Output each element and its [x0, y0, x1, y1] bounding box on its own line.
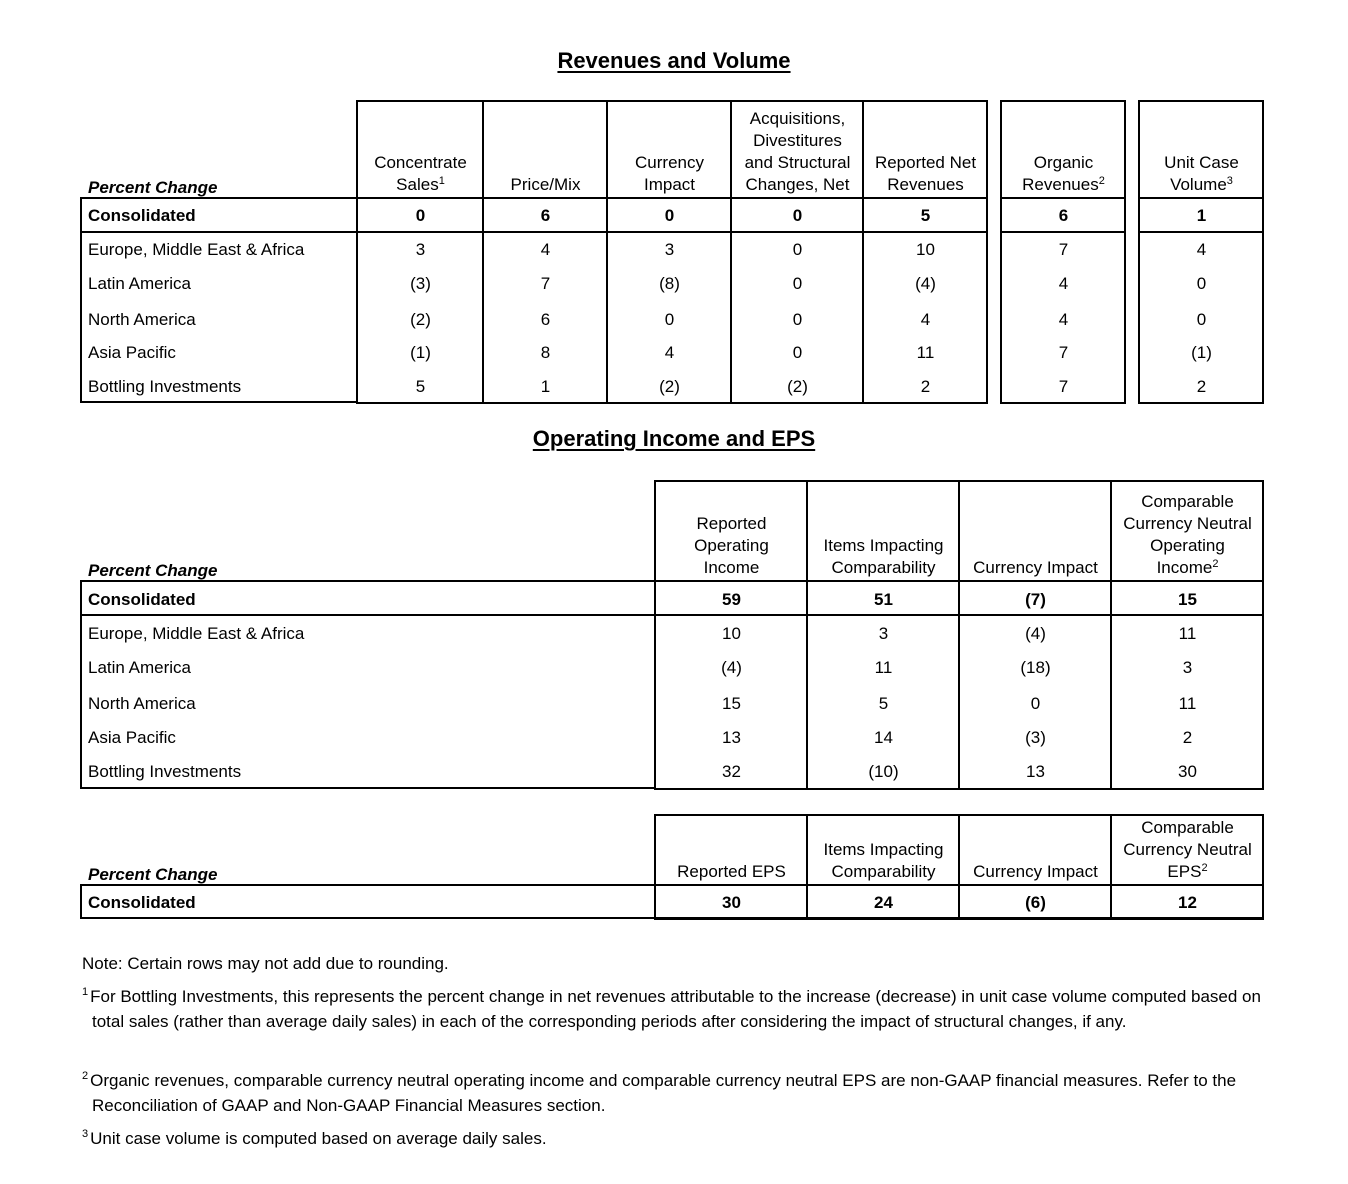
- row-label: North America: [88, 310, 196, 329]
- column-header-line: Unit Case: [1164, 153, 1239, 172]
- column-header: [1140, 104, 1263, 196]
- table-cell: 4: [664, 343, 675, 362]
- column-header-line: Currency Neutral: [1123, 840, 1252, 859]
- table-cell: 15: [722, 694, 741, 713]
- footnote-3: [82, 1126, 1282, 1151]
- consolidated-separator: [80, 917, 655, 919]
- table-cell: 11: [1178, 624, 1197, 643]
- column-header-line: Reported Net: [874, 153, 977, 172]
- column-header-line: and Structural: [744, 153, 851, 172]
- row-label-frame: [80, 580, 656, 789]
- column-header-line: Currency Impact: [973, 862, 1098, 881]
- table-cell: 1: [540, 377, 551, 396]
- footnote-marker: 2: [1201, 862, 1208, 874]
- table-cell: 4: [1058, 310, 1069, 329]
- table-cell: (4): [915, 274, 936, 293]
- consolidated-separator: [1000, 231, 1125, 233]
- column-header-line: Income: [1156, 558, 1213, 577]
- table-cell: (2): [787, 377, 808, 396]
- table-cell: 4: [540, 240, 551, 259]
- column-header-line: Impact: [643, 175, 696, 194]
- column-header-line: Organic: [1033, 153, 1094, 172]
- table-cell: 0: [792, 310, 803, 329]
- row-label: Bottling Investments: [88, 762, 242, 781]
- footnote-2-number: 2: [82, 1070, 89, 1082]
- table-cell: 3: [878, 624, 889, 643]
- table-cell: 10: [916, 240, 935, 259]
- row-label: Europe, Middle East & Africa: [88, 624, 305, 643]
- table-cell: 5: [920, 206, 931, 225]
- row-label: Asia Pacific: [88, 343, 176, 362]
- table-cell: 3: [664, 240, 675, 259]
- table-cell: 2: [920, 377, 931, 396]
- table-cell: 5: [415, 377, 426, 396]
- table-cell: (8): [659, 274, 680, 293]
- column-header-line: Sales: [396, 175, 439, 194]
- percent-change-header: Percent Change: [88, 178, 218, 197]
- table-cell: 0: [792, 274, 803, 293]
- row-label: Asia Pacific: [88, 728, 176, 747]
- table-cell: 4: [920, 310, 931, 329]
- table-cell: 6: [540, 310, 551, 329]
- table-cell: 0: [664, 310, 675, 329]
- column-header: [1002, 104, 1125, 196]
- footnote-3-number: 3: [82, 1128, 89, 1140]
- table-cell: 0: [1196, 310, 1207, 329]
- column-header-line: Reported: [696, 514, 767, 533]
- table-cell: 10: [722, 624, 741, 643]
- footnote-3-text: Unit case volume is computed based on average daily sales.: [90, 1129, 547, 1148]
- column-header: [608, 104, 731, 196]
- percent-change-header: Percent Change: [88, 561, 218, 580]
- footnote-1-text: For Bottling Investments, this represents the percent change in net revenues attributable to the increase (decrease) in unit case volume computed based on total sales (rather than average daily sales) in each of the corresponding periods after considering the impact of structural changes, if any.: [90, 987, 1261, 1031]
- column-header-line: Acquisitions,: [749, 109, 846, 128]
- footnote-marker: 2: [1212, 558, 1219, 570]
- table-cell: 6: [540, 206, 551, 225]
- table-cell: 4: [1196, 240, 1207, 259]
- column-header: [864, 104, 987, 196]
- column-header: [808, 818, 959, 883]
- column-header-line: Comparability: [831, 862, 936, 881]
- table-cell: 15: [1178, 590, 1197, 609]
- table-cell: 11: [916, 343, 935, 362]
- table-cell: 8: [540, 343, 551, 362]
- table-cell: 0: [792, 343, 803, 362]
- table-cell: 0: [1196, 274, 1207, 293]
- table-cell: 3: [415, 240, 426, 259]
- column-header-line: Operating: [694, 536, 769, 555]
- table-cell: 11: [1178, 694, 1197, 713]
- table-cell: 2: [1182, 728, 1193, 747]
- table-cell: (18): [1020, 658, 1051, 677]
- column-header-line: EPS: [1167, 862, 1202, 881]
- column-header-line: Volume: [1170, 175, 1227, 194]
- table-cell: (1): [410, 343, 431, 362]
- row-label: Bottling Investments: [88, 377, 242, 396]
- header-separator: [356, 197, 987, 199]
- table-cell: 30: [1178, 762, 1197, 781]
- table-cell: 13: [1026, 762, 1045, 781]
- column-header: [960, 484, 1111, 579]
- column-header: [1112, 484, 1263, 579]
- table-cell: (4): [721, 658, 742, 677]
- row-label: Latin America: [88, 274, 191, 293]
- table-cell: (6): [1025, 893, 1046, 912]
- column-header-line: Comparability: [831, 558, 936, 577]
- table-cell: 11: [874, 658, 893, 677]
- table-cell: 1: [1196, 206, 1207, 225]
- column-header-line: Comparable: [1141, 818, 1234, 837]
- table-cell: 7: [1058, 343, 1069, 362]
- column-header-line: Divestitures: [753, 131, 842, 150]
- operating-income-title: Operating Income and EPS: [532, 426, 816, 451]
- table-cell: 0: [792, 240, 803, 259]
- table-cell: 6: [1058, 206, 1069, 225]
- column-header-line: Income: [703, 558, 760, 577]
- table-cell: 32: [722, 762, 741, 781]
- column-header-line: Items Impacting: [823, 536, 944, 555]
- table-cell: 24: [874, 893, 893, 912]
- consolidated-separator: [356, 231, 987, 233]
- percent-change-header: Percent Change: [88, 865, 218, 884]
- table-cell: (3): [1025, 728, 1046, 747]
- table-cell: 2: [1196, 377, 1207, 396]
- row-label: Consolidated: [88, 590, 196, 609]
- table-cell: 0: [1030, 694, 1041, 713]
- column-header-line: Currency Impact: [973, 558, 1098, 577]
- table-cell: 0: [792, 206, 803, 225]
- table-cell: (1): [1191, 343, 1212, 362]
- column-header-line: Currency Neutral: [1123, 514, 1252, 533]
- column-header-line: Price/Mix: [510, 175, 581, 194]
- column-header-line: Operating: [1150, 536, 1225, 555]
- column-header-line: Items Impacting: [823, 840, 944, 859]
- consolidated-separator: [80, 614, 655, 616]
- table-cell: (4): [1025, 624, 1046, 643]
- table-cell: 0: [664, 206, 675, 225]
- table-cell: (2): [659, 377, 680, 396]
- row-label: Latin America: [88, 658, 191, 677]
- column-header-line: Reported EPS: [677, 862, 786, 881]
- table-cell: 7: [540, 274, 551, 293]
- row-label: Consolidated: [88, 206, 196, 225]
- footnote-1: [82, 984, 1272, 1034]
- row-label-frame: [80, 197, 358, 403]
- column-header: [656, 818, 807, 883]
- column-header-line: Currency: [635, 153, 704, 172]
- consolidated-separator: [80, 231, 357, 233]
- header-separator: [1000, 197, 1125, 199]
- table-cell: 0: [415, 206, 426, 225]
- footnote-2-text: Organic revenues, comparable currency neutral operating income and comparable currency neutral EPS are non-GAAP financial measures. Refer to the Reconciliation of GAAP and Non-GAAP Financial Measures section.: [90, 1071, 1237, 1115]
- column-header: [732, 104, 863, 196]
- table-cell: 30: [722, 893, 741, 912]
- header-separator: [1138, 197, 1263, 199]
- column-header: [1112, 818, 1263, 883]
- column-header: [808, 484, 959, 579]
- table-cell: 12: [1178, 893, 1197, 912]
- row-label: North America: [88, 694, 196, 713]
- column-header: [656, 484, 807, 579]
- table-cell: 7: [1058, 240, 1069, 259]
- footnote-1-number: 1: [82, 986, 89, 998]
- table-cell: 59: [722, 590, 741, 609]
- table-cell: 13: [722, 728, 741, 747]
- footnote-marker: 1: [438, 175, 445, 187]
- table-cell: (10): [868, 762, 899, 781]
- column-header-line: Revenues: [1022, 175, 1099, 194]
- column-header: [960, 818, 1111, 883]
- table-cell: (7): [1025, 590, 1046, 609]
- rounding-note: Note: Certain rows may not add due to rounding.: [82, 954, 449, 973]
- table-cell: (3): [410, 274, 431, 293]
- row-label: Europe, Middle East & Africa: [88, 240, 305, 259]
- column-header-line: Concentrate: [374, 153, 467, 172]
- column-header: [484, 104, 607, 196]
- row-label: Consolidated: [88, 893, 196, 912]
- table-cell: 14: [874, 728, 893, 747]
- table-cell: 3: [1182, 658, 1193, 677]
- footnote-2: [82, 1068, 1272, 1118]
- footnote-marker: 2: [1098, 175, 1105, 187]
- column-header-line: Revenues: [887, 175, 964, 194]
- table-cell: 5: [878, 694, 889, 713]
- table-cell: 7: [1058, 377, 1069, 396]
- table-cell: 51: [874, 590, 893, 609]
- column-header-line: Changes, Net: [745, 175, 850, 194]
- table-cell: 4: [1058, 274, 1069, 293]
- column-header-line: Comparable: [1141, 492, 1234, 511]
- consolidated-separator: [1138, 231, 1263, 233]
- column-header: [358, 104, 483, 196]
- revenues-volume-title: Revenues and Volume: [557, 48, 791, 73]
- footnote-marker: 3: [1226, 175, 1233, 187]
- table-cell: (2): [410, 310, 431, 329]
